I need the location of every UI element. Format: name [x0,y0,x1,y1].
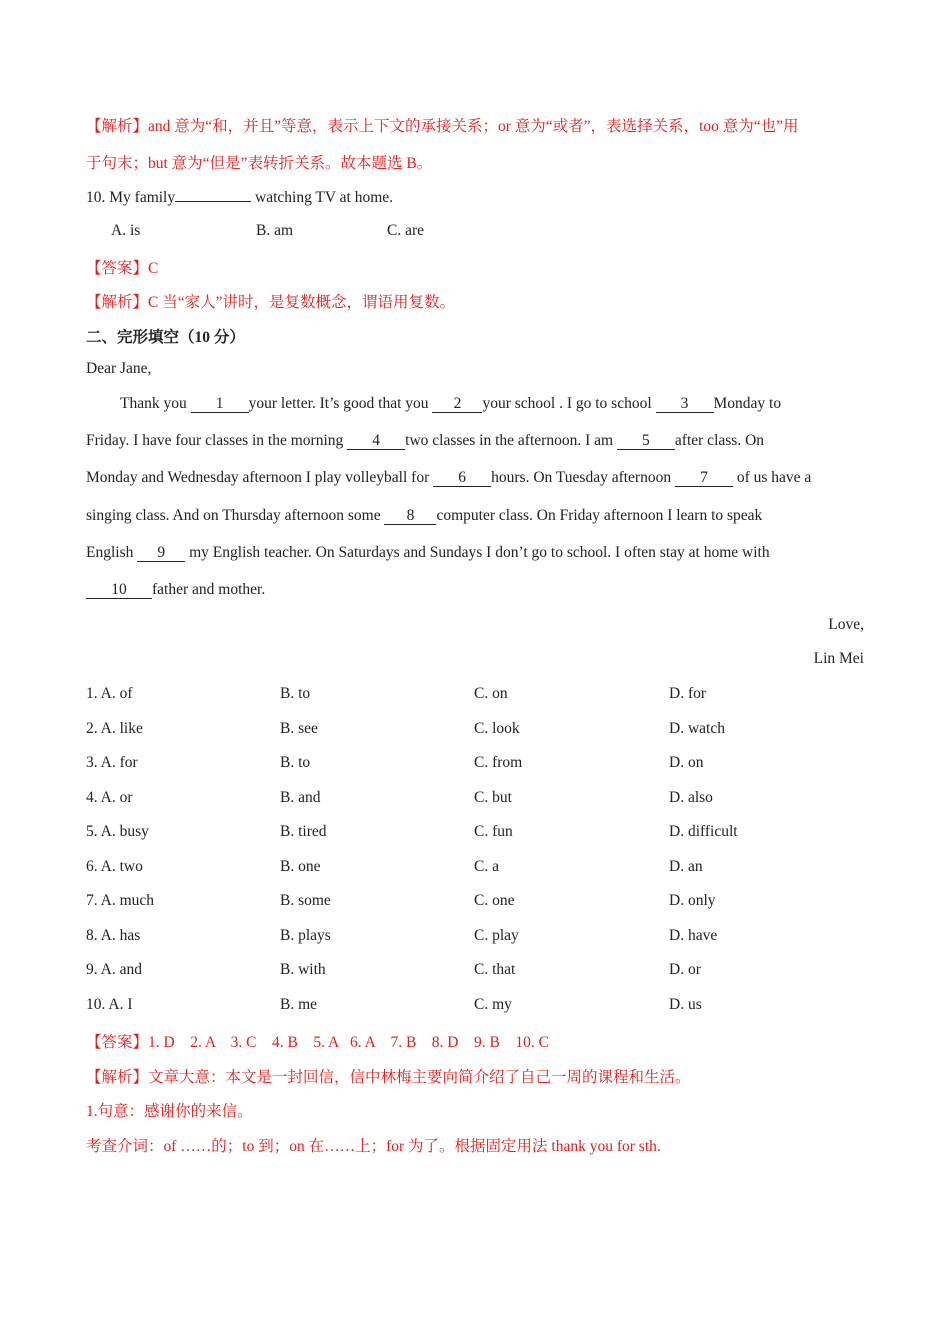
option-1-b: B. to [280,685,311,702]
blank-8: 8 [384,508,436,525]
section2-summary: 【解析】文章大意：本文是一封回信，信中林梅主要向简介绍了自己一周的课程和生活。 [86,1069,691,1086]
option-6-b: B. one [280,858,321,875]
passage-text: Friday. I have four classes in the morning [86,432,348,449]
option-10-a: 10. A. I [86,996,133,1013]
q10-blank [175,187,251,202]
option-6-c: C. a [474,858,499,875]
option-8-d: D. have [669,927,718,944]
passage-text: Thank you [120,395,191,412]
blank-5: 5 [617,433,675,450]
blank-7: 7 [675,470,733,487]
blank-6: 6 [433,470,491,487]
option-6-d: D. an [669,858,703,875]
option-5-c: C. fun [474,823,513,840]
option-9-c: C. that [474,961,516,978]
passage-text: your letter. It’s good that you [248,395,433,412]
option-9-b: B. with [280,961,326,978]
blank-4: 4 [347,433,405,450]
q10-stem-end: watching TV at home. [251,189,394,206]
passage-line-6 [86,581,265,599]
passage-text: Monday to [713,395,782,412]
option-9-d: D. or [669,961,701,978]
option-10-b: B. me [280,996,318,1013]
passage-text: Monday and Wednesday afternoon I play volleyball for [86,469,434,486]
option-3-b: B. to [280,754,311,771]
passage-text: hours. On Tuesday afternoon [491,469,675,486]
option-7-b: B. some [280,892,331,909]
option-9-a: 9. A. and [86,961,142,978]
q9-analysis-line-2: 于句末；but 意为“但是”表转折关系。故本题选 B。 [86,155,433,172]
blank-2: 2 [432,396,482,413]
passage-line-2 [86,432,764,450]
option-3-c: C. from [474,754,523,771]
blank-9: 9 [137,545,185,562]
passage-text: father and mother. [152,581,266,598]
option-2-a: 2. A. like [86,720,143,737]
option-2-c: C. look [474,720,520,737]
passage-text: your school . I go to school [482,395,656,412]
option-4-a: 4. A. or [86,789,133,806]
option-7-d: D. only [669,892,716,909]
letter-closing: Love, [828,616,864,633]
option-1-c: C. on [474,685,508,702]
option-10-d: D. us [669,996,702,1013]
passage-text: after class. On [674,432,765,449]
passage-line-5 [86,544,770,562]
option-5-d: D. difficult [669,823,738,840]
option-5-a: 5. A. busy [86,823,149,840]
passage-line-3 [86,469,811,487]
option-1-a: 1. A. of [86,685,133,702]
letter-signature: Lin Mei [813,650,864,667]
option-3-a: 3. A. for [86,754,138,771]
option-5-b: B. tired [280,823,327,840]
option-2-b: B. see [280,720,318,737]
passage-text: English [86,544,138,561]
option-2-d: D. watch [669,720,725,737]
blank-3: 3 [656,396,714,413]
option-3-d: D. on [669,754,704,771]
letter-greeting: Dear Jane, [86,360,152,377]
option-7-a: 7. A. much [86,892,155,909]
passage-text: singing class. And on Thursday afternoon some [86,507,385,524]
passage-line-1 [86,395,781,413]
q10-option-c: C. are [387,222,425,239]
passage-text: my English teacher. On Saturdays and Sundays I don’t go to school. I often stay at home with [185,544,770,561]
option-7-c: C. one [474,892,515,909]
q10-analysis: 【解析】C 当“家人”讲时，是复数概念，谓语用复数。 [86,294,455,311]
option-8-c: C. play [474,927,519,944]
passage-line-4 [86,507,762,525]
q10-answer: 【答案】C [86,260,159,277]
option-4-b: B. and [280,789,321,806]
passage-text: computer class. On Friday afternoon I learn to speak [436,507,763,524]
option-4-c: C. but [474,789,512,806]
blank-10: 10 [86,582,152,599]
option-8-b: B. plays [280,927,331,944]
q10-option-a: A. is [111,222,141,239]
blank-1: 1 [191,396,249,413]
option-10-c: C. my [474,996,512,1013]
item1-meaning: 1.句意：感谢你的来信。 [86,1103,253,1120]
item1-analysis: 考查介词：of ……的；to 到；on 在……上；for 为了。根据固定用法 thank you for sth. [86,1138,661,1155]
option-6-a: 6. A. two [86,858,143,875]
q9-analysis-line-1: 【解析】and 意为“和，并且”等意，表示上下文的承接关系；or 意为“或者”，表选择关系，too 意为“也”用 [86,118,799,135]
option-1-d: D. for [669,685,707,702]
section-title: 二、完形填空（10 分） [86,329,245,346]
q10-stem [86,187,393,207]
section2-answers: 【答案】1. D 2. A 3. C 4. B 5. A 6. A 7. B 8. D 9. B 10. C [86,1034,549,1051]
q10-option-b: B. am [256,222,294,239]
q10-stem-start: 10. My family [86,189,176,206]
passage-text: two classes in the afternoon. I am [405,432,617,449]
passage-text: of us have a [732,469,812,486]
option-8-a: 8. A. has [86,927,141,944]
option-4-d: D. also [669,789,713,806]
